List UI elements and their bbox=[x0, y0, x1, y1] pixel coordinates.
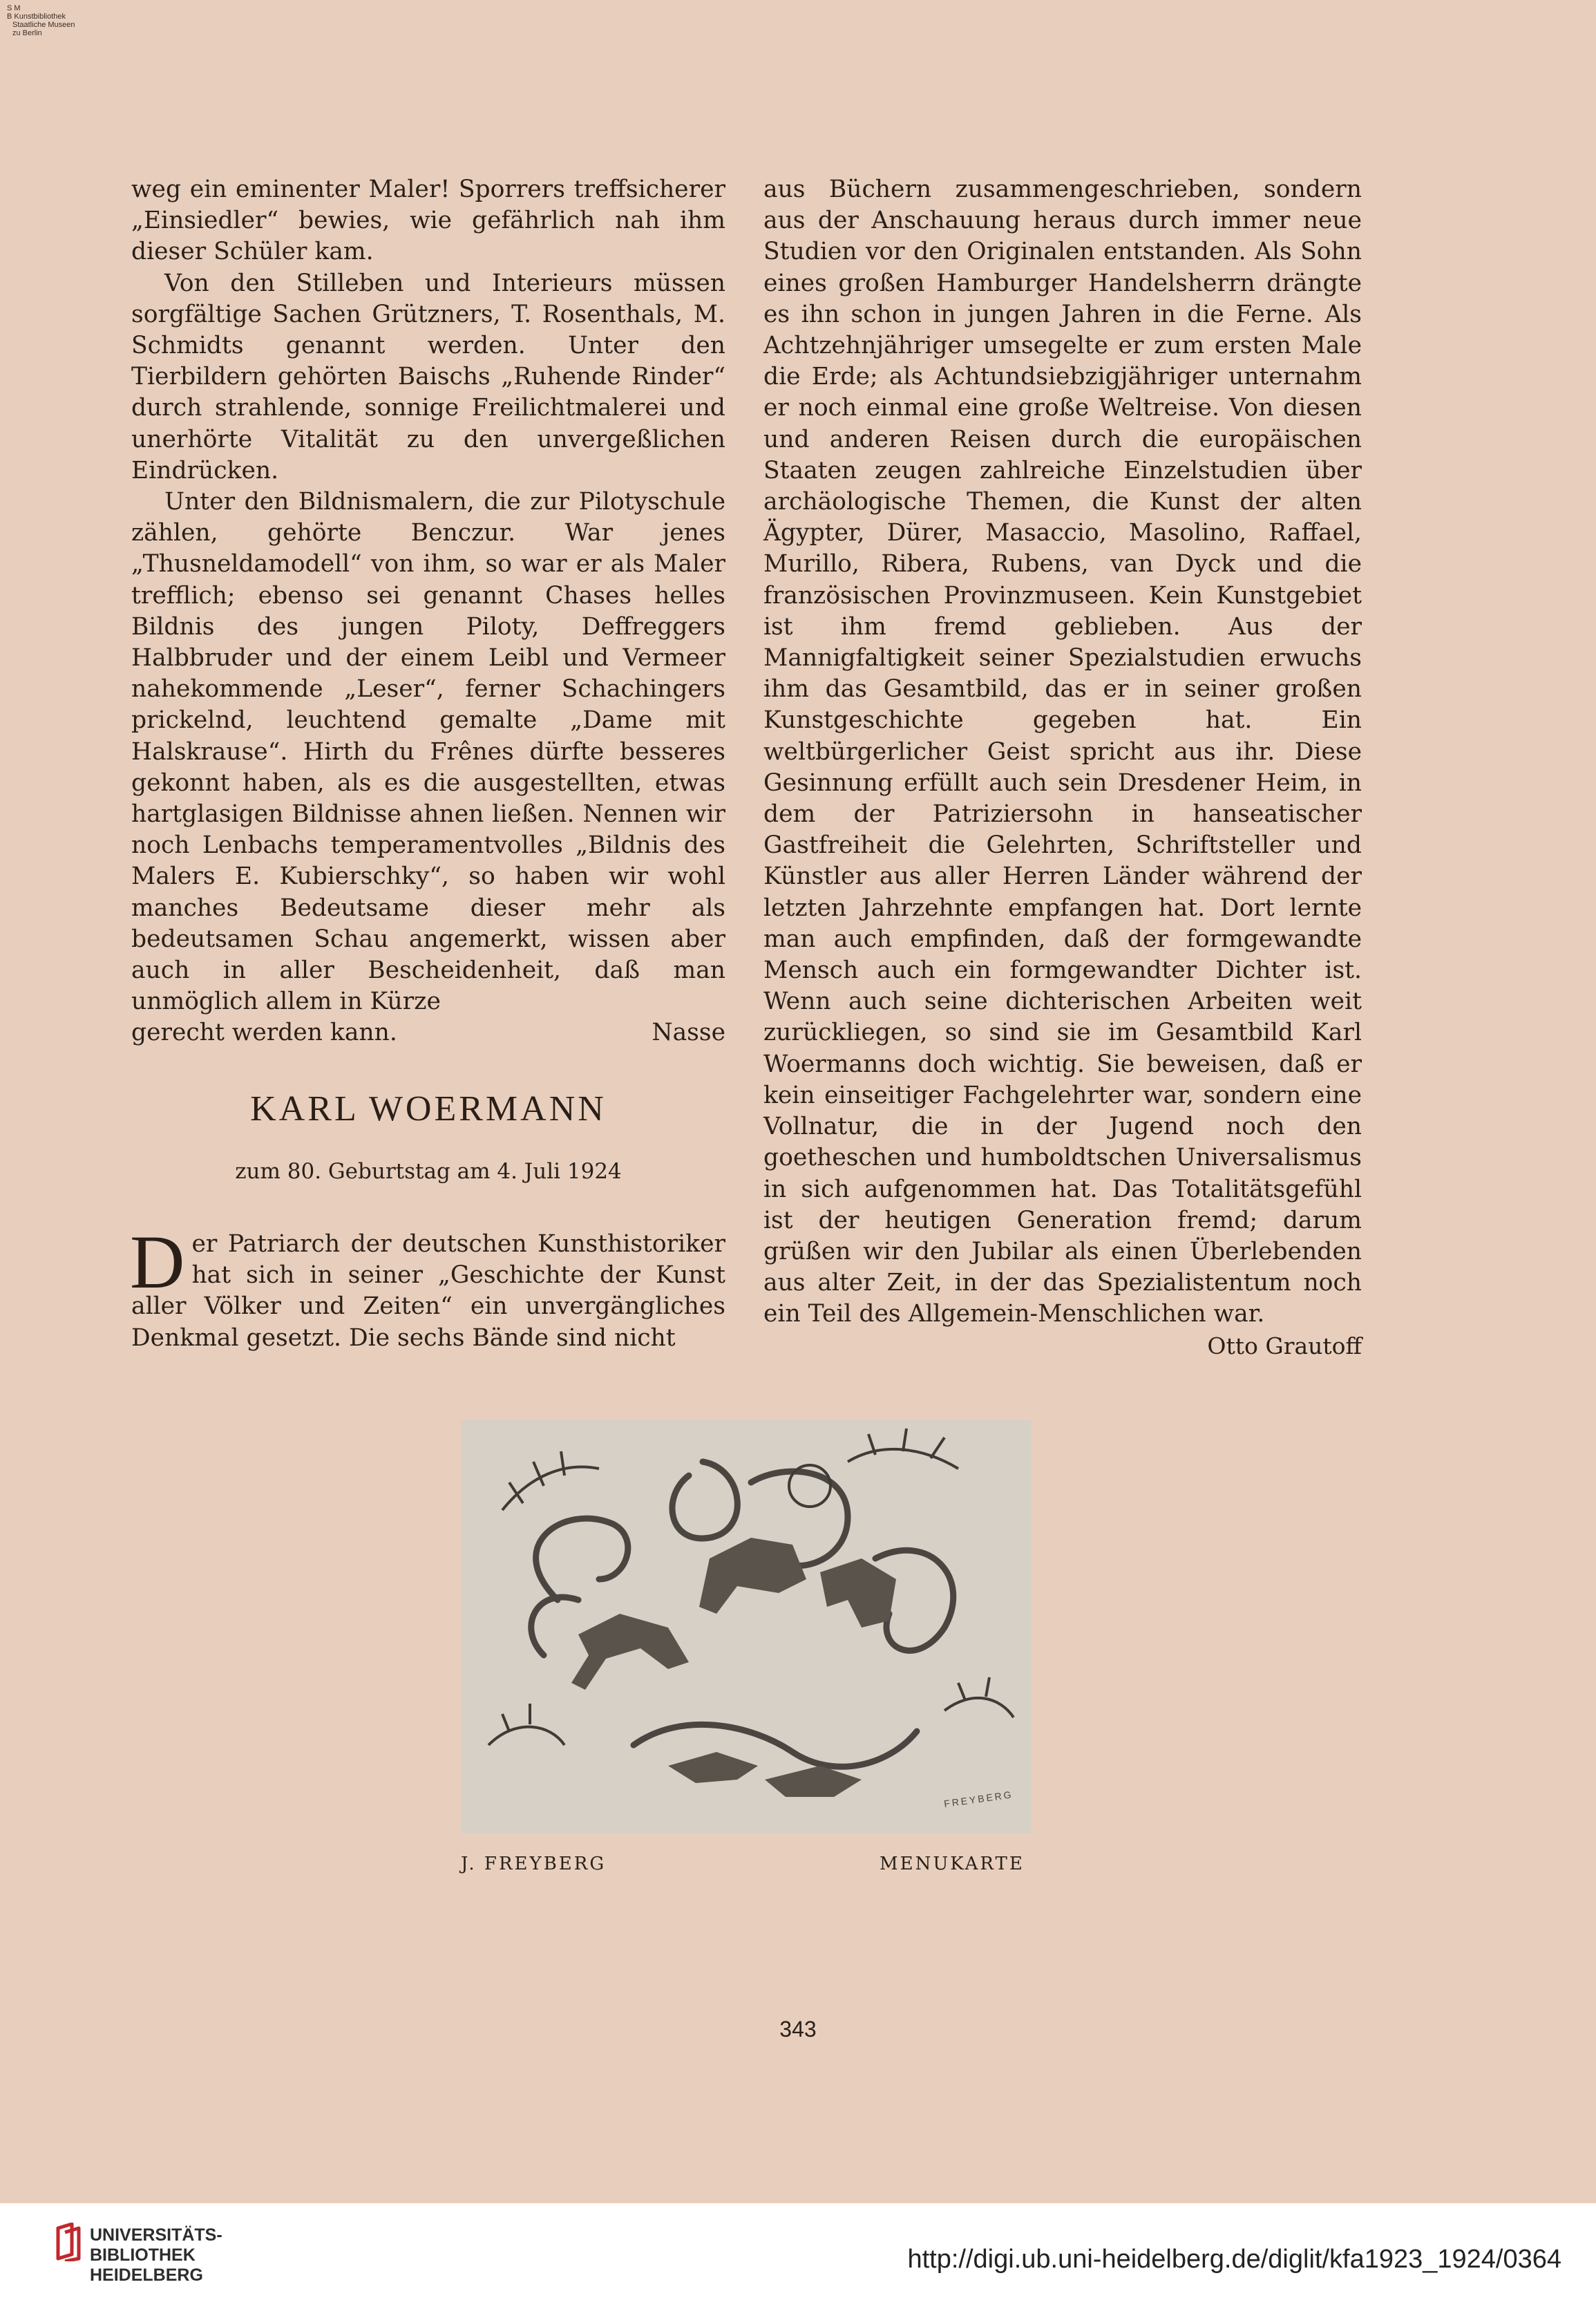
article-subtitle: zum 80. Geburtstag am 4. Juli 1924 bbox=[235, 1159, 622, 1184]
source-url[interactable]: http://digi.ub.uni-heidelberg.de/diglit/kfa1923_1924/0364 bbox=[907, 2245, 1561, 2274]
library-name bbox=[90, 2225, 222, 2286]
library-logo-icon bbox=[55, 2223, 84, 2261]
drop-cap: D bbox=[130, 1220, 185, 1304]
paragraph: aus Büchern zusammengeschrieben, sondern aus der Anschauung heraus durch immer neue Studien vor den Originalen entstanden. Als Sohn eines großen Hamburger Handelsherrn drängte es ihn schon in jungen Jahren in die Ferne. Als Achtzehnjähriger umsegelte er zum ersten Male die Erde; als Achtundsiebzigjähriger unternahm er noch einmal eine große Weltreise. Von diesen und anderen Reisen durch die europäischen Staaten zeugen zahlreiche Einzelstudien über archäologische Themen, die Kunst der alten Ägypter, Dürer, Masaccio, Masolino, Raffael, Murillo, Ribera, Rubens, van Dyck und die französischen Provinzmuseen. Kein Kunstgebiet ist ihm fremd geblieben. Aus der Mannigfaltigkeit seiner Spezialstudien erwuchs ihm das Gesamtbild, das er in seiner großen Kunstgeschichte gegeben hat. Ein weltbürgerlicher Geist spricht aus ihr. Diese Gesinnung erfüllt auch sein Dresdener Heim, in dem der Patriziersohn in hanseatischer Gastfreiheit die Gelehrten, Schriftsteller und Künstler aus aller Herren Länder während der letzten Jahrzehnte empfangen hat. Dort lernte man auch empfinden, daß der formgewandte Mensch auch ein formgewandter Dichter ist. Wenn auch seine dichterischen Arbeiten weit zurückliegen, so sind sie im Gesamtbild Karl Woermanns doch wichtig. Sie beweisen, daß er kein einseitiger Fachgelehrter war, sondern eine Vollnatur, die in der Jugend noch den goetheschen und humboldtschen Universalismus in sich aufgenommen hat. Das Totalitätsgefühl ist der heutigen Generation fremd; darum grüßen wir den Jubilar als einen Überlebenden aus alter Zeit, in der das Spezialistentum noch ein Teil des Allgemein-Menschlichen war. bbox=[763, 176, 1362, 1328]
illustration-drawing bbox=[461, 1420, 1032, 1833]
closing-text: gerecht werden kann. bbox=[131, 1019, 397, 1047]
article-author: Otto Grautoff bbox=[1207, 1332, 1362, 1359]
article-title: KARL WOERMANN bbox=[250, 1089, 607, 1129]
artist-signature: FREYBERG bbox=[943, 1789, 1014, 1809]
library-name-line: BIBLIOTHEK bbox=[90, 2245, 196, 2265]
caption-title: MENUKARTE bbox=[880, 1854, 1025, 1874]
left-column bbox=[131, 174, 725, 1049]
stamp-line: zu Berlin bbox=[12, 29, 42, 37]
stamp-line: Staatliche Museen bbox=[12, 21, 75, 29]
stamp-line: S M bbox=[7, 4, 21, 12]
review-signature: Nasse bbox=[652, 1019, 725, 1047]
article-intro bbox=[130, 1220, 725, 1354]
paragraph: Von den Stilleben und Interieurs müssen sorgfältige Sachen Grützners, T. Rosenthals, M. Schmidts genannt werden. Unter den Tierbildern gehörten Baischs „Ruhende Rinder“ durch strahlende, sonnige Freilichtmalerei und unerhörte Vitalität zu den unvergeßlichen Eindrücken. bbox=[131, 269, 725, 484]
page-number: 343 bbox=[779, 2017, 817, 2042]
stamp-line: B Kunstbibliothek bbox=[7, 12, 66, 21]
library-name-line: UNIVERSITÄTS- bbox=[90, 2225, 222, 2245]
digitization-footer bbox=[0, 2203, 1596, 2318]
caption-artist: J. FREYBERG bbox=[461, 1854, 607, 1874]
paragraph: Unter den Bildnismalern, die zur Pilotyschule zählen, gehörte Benczur. War jenes „Thusneldamodell“ von ihm, so war er als Maler trefflich; ebenso sei genannt Chases helles Bildnis des jungen Piloty, Deffreggers Halbbruder und der einem Leibl und Vermeer nahekommende „Leser“, ferner Schachingers prickelnd, leuchtend gemalte „Dame mit Halskrause“. Hirth du Frênes dürfte besseres gekonnt haben, als es die ausgestellten, etwas hartglasigen Bildnisse ahnen ließen. Nennen wir noch Lenbachs temperamentvolles „Bildnis des Malers E. Kubierschky“, so haben wir wohl manches Bedeutsame dieser mehr als bedeutsamen Schau angemerkt, wissen aber auch in aller Bescheidenheit, daß man unmöglich allem in Kürze bbox=[131, 488, 725, 1016]
library-stamp bbox=[7, 4, 75, 37]
menu-card-illustration bbox=[461, 1420, 1032, 1833]
paragraph: er Patriarch der deutschen Kunsthistoriker hat sich in seiner „Geschichte der Kunst aller Völker und Zeiten“ ein unvergängliches Denkmal gesetzt. Die sechs Bände sind nicht bbox=[131, 1230, 725, 1352]
library-name-line: HEIDELBERG bbox=[90, 2265, 203, 2285]
paragraph: weg ein eminenter Maler! Sporrers treffsicherer „Einsiedler“ bewies, wie gefährlich nah ihm dieser Schüler kam. bbox=[131, 176, 725, 266]
right-column bbox=[763, 174, 1362, 1361]
closing-line bbox=[131, 1017, 725, 1048]
